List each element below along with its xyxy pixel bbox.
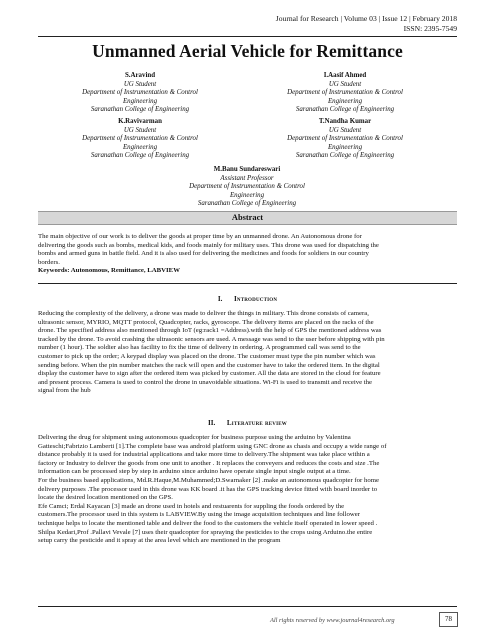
author-block (70, 72, 210, 115)
body-line: tracked by the drone. To avoid crashing the ultrasonic sensors are used. A message was send to the user before shipping with pin (38, 335, 385, 343)
body-line: customers.The processor used in this system is LABVIEW.By using the image acquisition techniques and line follower (38, 511, 361, 519)
introduction-text (38, 310, 457, 396)
author-name: I.Aasif Ahmed (323, 72, 367, 79)
author-dept: Department of Instrumentation & Control Engineering (287, 135, 403, 151)
body-line: delivery purposes .The processor used in this drone was KK board .it has the GPS tracking device fitted with board inorder to (38, 485, 378, 493)
author-name: M.Banu Sundareswari (213, 166, 281, 173)
abstract-line: borders. (38, 258, 60, 266)
body-line: Efe Camci; Erdal Kayacan [3] made an drone used in hotels and restuarents for suppling the foods ordered by the (38, 502, 345, 510)
body-line: locate the desired location mentioned on the GPS. (38, 494, 173, 502)
body-line: Gatteschi;Fabrizio Lamberti [1].The complete base was android platform using GNC drone as chasis and occupy a wide range of (38, 442, 387, 450)
section-title: Literature review (226, 419, 287, 427)
author-college: Saranathan College of Engineering (295, 152, 395, 160)
abstract-heading: Abstract (231, 213, 264, 222)
body-line: Shilpa Kedari,Prof .Pallavi Vevale [7] uses their quadcopter for spraying the pesticides to the crops using Arduino.the entire (38, 528, 373, 536)
section-title: Introduction (233, 295, 278, 303)
abstract-rule (38, 283, 457, 284)
abstract-line: bombs and armed guns in battle field. And it is also used for delivering the medicines and foods for soldiers in our country (38, 250, 369, 258)
section-number: I. (217, 295, 223, 303)
body-line: drone. The specified address also mentioned through IoT (eg:rack1 =Address).with the help of GPS the mentioned address was (38, 327, 382, 335)
author-role: UG Student (123, 80, 157, 88)
body-line: factory or Industry to deliver the goods from one unit to another . It replaces the conveyers and reduces the costs and size .The (38, 459, 380, 467)
footer-rights: All rights reserved by www.journal4research.org (270, 617, 395, 624)
author-dept: Department of Instrumentation & Control Engineering (82, 135, 198, 151)
issn: ISSN: 2395-7549 (403, 23, 457, 33)
author-college: Saranathan College of Engineering (90, 152, 190, 160)
body-line: customer to pick up the order; A keypad display was placed on the drone. The customer must type the pin number which was (38, 352, 376, 360)
body-line: information can be processed step by step in arduino since arduino have operate single input single output at a time. (38, 468, 351, 476)
author-college: Saranathan College of Engineering (90, 106, 190, 114)
author-dept: Department of Instrumentation & Control Engineering (287, 89, 403, 105)
header-rule (38, 36, 457, 37)
body-line: sending before. When the pin number matches the rack will open and the customer have to take the ordered item. In the digital (38, 361, 380, 369)
abstract-text (38, 233, 457, 276)
body-line: Delivering the drug for shipment using autonomous quadcopter for business purpose using the arduino by Valentina (38, 434, 351, 441)
body-line: Reducing the complexity of the delivery, a drone was made to deliver the things in military. This drone consists of camera, (38, 310, 369, 317)
section-number: II. (208, 419, 216, 427)
body-line: setup carry the pesticide and it spray at the area level which are mentioned in the program (38, 537, 281, 545)
author-role: Assistant Professor (220, 174, 274, 182)
paper-title: Unmanned Aerial Vehicle for Remittance (92, 41, 403, 61)
body-line: signal from the hub (38, 387, 91, 395)
author-role: UG Student (328, 80, 362, 88)
body-line: technique helps to locate the mentioned table and deliver the food to the customers the vehicle itself operated in lower speed . (38, 519, 378, 527)
author-block (270, 72, 420, 115)
body-line: and present process. Camera is used to control the drone in unavoidable situations. Wi-Fi is used to transmit and receive the (38, 378, 373, 386)
journal-line: Journal for Research | Volume 03 | Issue 12 | February 2018 (275, 14, 457, 23)
body-line: distance probably it is used for industrial applications and take more time to delivery.The shipment was take place within a (38, 451, 370, 459)
author-name: S.Aravind (124, 72, 156, 79)
author-block (70, 118, 210, 161)
author-role: UG Student (328, 126, 362, 134)
abstract-line: delivering the goods such as bombs, medical kids, and foods mainly for military uses. This drone was used for dispatching the (38, 241, 379, 249)
author-college: Saranathan College of Engineering (295, 106, 395, 114)
body-line: ultrasonic sensor, MYRIO, MQTT protocol, Quadcopter, racks, gyroscope. The delivery items are placed on the racks of the (38, 318, 374, 326)
body-line: For the business based applications, Md.R.Haque,M.Muhammed;D.Swarnaker [2] .make an autonomous quadcopter for home (38, 476, 379, 484)
footer-rule (38, 606, 457, 607)
author-name: K.Ravivarman (118, 118, 162, 125)
page-number: 78 (439, 612, 458, 627)
author-name: T.Nandha Kumar (318, 118, 372, 125)
author-role: UG Student (123, 126, 157, 134)
abstract-line: The main objective of our work is to deliver the goods at proper time by an unmanned drone. An Autonomous drone for (38, 233, 362, 240)
literature-text (38, 434, 457, 546)
journal-header (276, 14, 457, 33)
body-line: display the customer have to sign after the ordered item was picked by customer. All the data are stored in the cloud for feature (38, 370, 381, 378)
keywords: Keywords: Autonomous, Remittance, LABVIEW (38, 267, 180, 275)
body-line: number (1 hour). The soldier also has facility to fix the time of delivery in ordering. A programmed call was send to the (38, 344, 361, 352)
section-heading-literature-review (38, 419, 457, 427)
author-college: Saranathan College of Engineering (197, 200, 297, 208)
author-dept: Department of Instrumentation & Control Engineering (82, 89, 198, 105)
author-block (270, 118, 420, 161)
author-dept: Department of Instrumentation & Control Engineering (189, 183, 305, 199)
author-block (172, 166, 322, 209)
section-heading-introduction (38, 295, 457, 303)
